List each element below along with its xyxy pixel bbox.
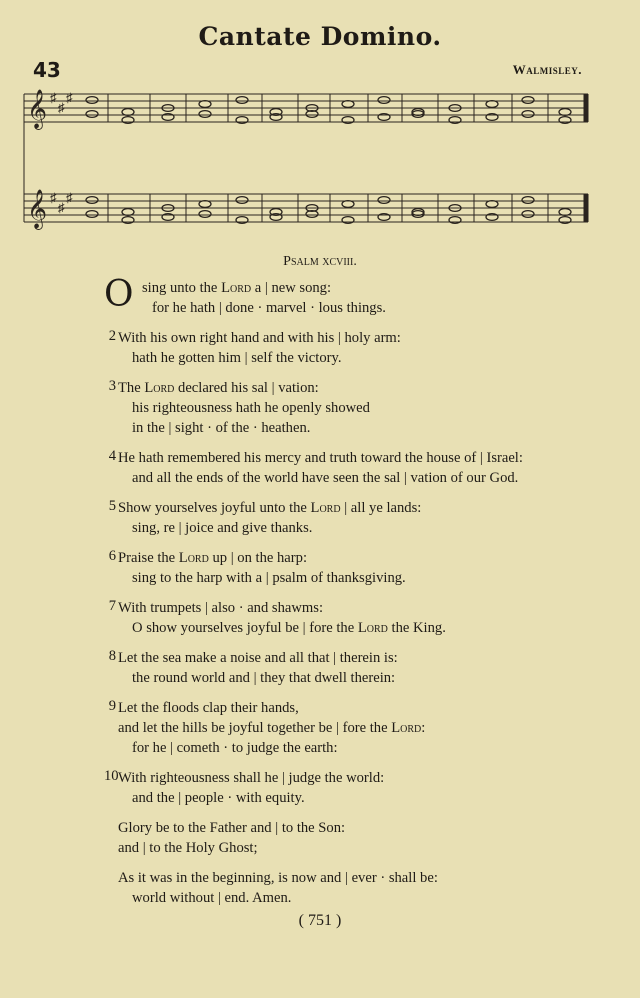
verse-line: With trumpets | also · and shawms: [118, 600, 323, 616]
composer: Walmisley. [512, 62, 582, 77]
lord-smallcaps: Lord [391, 720, 422, 736]
verse-6 [104, 548, 624, 588]
verse-line: and let the hills be joyful together be | fore the Lord: [118, 720, 426, 736]
verse-number: 7 [108, 598, 116, 614]
verse-number: 2 [108, 328, 116, 344]
page-number: ( 751 ) [298, 912, 342, 929]
verse-line: The Lord declared his sal | vation: [118, 380, 319, 396]
verse-line: Praise the Lord up | on the harp: [118, 550, 307, 566]
music-score [0, 80, 640, 240]
svg-text:𝄞: 𝄞 [27, 189, 48, 229]
svg-text:♯: ♯ [66, 190, 73, 205]
verse-line: and all the ends of the world have seen the sal | vation of our God. [132, 470, 519, 486]
verse-number: 4 [108, 448, 116, 464]
psalm-reference: Psalm xcviii. [283, 254, 357, 269]
verse-line: for he | cometh · to judge the earth: [132, 740, 338, 756]
svg-text:𝄞: 𝄞 [27, 89, 48, 129]
verse-3 [104, 378, 624, 438]
hymn-number: 43 [33, 58, 61, 82]
svg-text:♯: ♯ [58, 100, 65, 115]
verse-line: sing, re | joice and give thanks. [132, 520, 313, 536]
verse-line: O show yourselves joyful be | fore the Lord the King. [132, 620, 446, 636]
verse-line: Show yourselves joyful unto the Lord | all ye lands: [118, 500, 422, 516]
verse-number: 10 [104, 768, 119, 784]
verse-line: in the | sight · of the · heathen. [132, 420, 311, 436]
verse-number: 8 [108, 648, 116, 664]
psalm-text [104, 274, 624, 918]
lord-smallcaps: Lord [221, 280, 252, 296]
verse-10 [104, 768, 624, 808]
verse-line: With righteousness shall he | judge the world: [118, 770, 385, 786]
verse-line: He hath remembered his mercy and truth toward the house of | Israel: [118, 450, 523, 466]
svg-text:♯: ♯ [66, 90, 73, 105]
verse-4 [104, 448, 624, 488]
verse-line: world without | end. Amen. [132, 890, 292, 906]
verse-line: hath he gotten him | self the victory. [132, 350, 342, 366]
lord-smallcaps: Lord [357, 620, 388, 636]
verse-8 [104, 648, 624, 688]
gloria-2 [104, 868, 624, 908]
lord-smallcaps: Lord [310, 500, 341, 516]
verse-line: Let the floods clap their hands, [118, 700, 299, 716]
verse-line: Let the sea make a noise and all that | therein is: [118, 650, 398, 666]
verse-number: 3 [108, 378, 116, 394]
verse-line: sing unto the Lord a | new song: [142, 280, 332, 296]
lord-smallcaps: Lord [178, 550, 209, 566]
verse-line: With his own right hand and with his | holy arm: [118, 330, 401, 346]
verse-number: 9 [108, 698, 116, 714]
verse-9 [104, 698, 624, 758]
verse-line: and the | people · with equity. [132, 790, 305, 806]
verse-line: As it was in the beginning, is now and | ever · shall be: [118, 870, 438, 886]
drop-cap: O [104, 274, 134, 315]
lord-smallcaps: Lord [144, 380, 175, 396]
verse-line: and | to the Holy Ghost; [118, 840, 258, 856]
svg-text:♯: ♯ [50, 90, 57, 105]
verse-2 [104, 328, 624, 368]
verse-number: 5 [108, 498, 116, 514]
svg-text:♯: ♯ [50, 190, 57, 205]
gloria-1 [104, 818, 624, 858]
hymn-title: Cantate Domino. [198, 22, 442, 51]
verse-line: for he hath | done · marvel · lous things. [152, 300, 386, 316]
verse-number: 6 [108, 548, 116, 564]
verse-line: sing to the harp with a | psalm of thanksgiving. [132, 570, 406, 586]
verse-line: the round world and | they that dwell therein: [132, 670, 396, 686]
verse-7 [104, 598, 624, 638]
svg-text:♯: ♯ [58, 200, 65, 215]
verse-line: Glory be to the Father and | to the Son: [118, 820, 346, 836]
verse-line: his righteousness hath he openly showed [132, 400, 370, 416]
verse-5 [104, 498, 624, 538]
verse-1 [104, 274, 624, 318]
